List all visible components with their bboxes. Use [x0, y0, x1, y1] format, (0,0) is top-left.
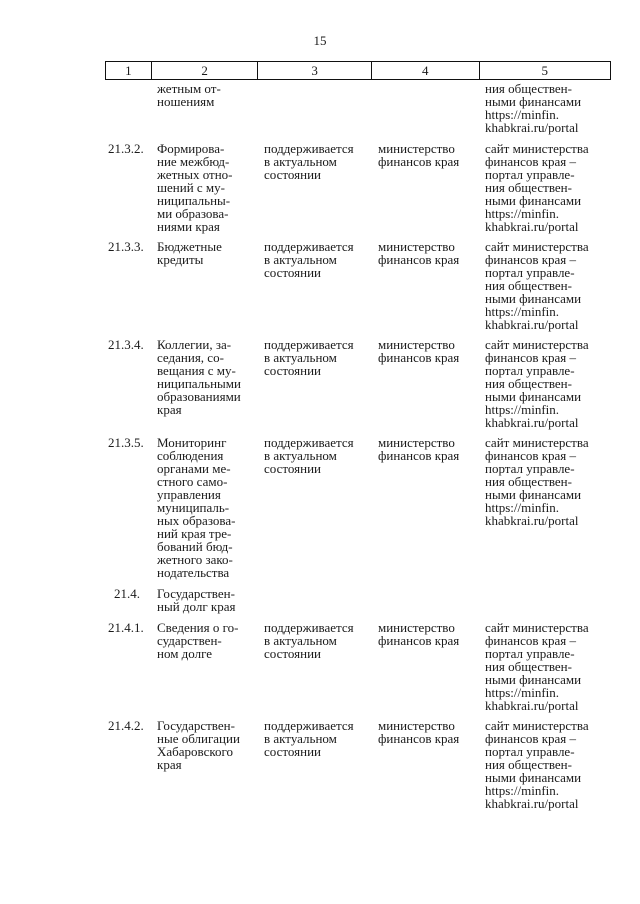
- row-responsible: министерство финансов края: [378, 239, 460, 267]
- row-name: Мониторинг соблюдения органами ме- стного само- управления муниципаль- ных образова- ний края тре- бований бюд- жетного зако- нодательства: [157, 435, 236, 580]
- row-status: поддерживается в актуальном состоянии: [264, 718, 354, 759]
- table-header-row: [105, 61, 611, 80]
- row-name: Формирова- ние межбюд- жетных отно- шений с му- ниципальны- ми образова- ниями края: [157, 141, 233, 234]
- header-col-2: 2: [152, 62, 259, 79]
- row-number: 21.3.5.: [108, 435, 144, 450]
- row-name: Государствен- ный долг края: [157, 586, 236, 614]
- row-number: 21.3.4.: [108, 337, 144, 352]
- row-responsible: министерство финансов края: [378, 718, 460, 746]
- header-col-5: 5: [541, 63, 549, 78]
- row-responsible: министерство финансов края: [378, 435, 460, 463]
- row-name: Государствен- ные облигации Хабаровского края: [157, 718, 240, 772]
- row-status: поддерживается в актуальном состоянии: [264, 337, 354, 378]
- row-number: 21.3.3.: [108, 239, 144, 254]
- row-status: поддерживается в актуальном состоянии: [264, 620, 354, 661]
- row-source: сайт министерства финансов края – портал управле- ния обществен- ными финансами https://minfin. khabkrai.ru/portal: [485, 239, 589, 332]
- header-col-3: 3: [258, 62, 372, 79]
- page-number: 15: [313, 33, 327, 48]
- row-status: поддерживается в актуальном состоянии: [264, 239, 354, 280]
- row-source: сайт министерства финансов края – портал управле- ния обществен- ными финансами https://minfin. khabkrai.ru/portal: [485, 718, 589, 811]
- row-number: 21.3.2.: [108, 141, 144, 156]
- row-source: сайт министерства финансов края – портал управле- ния обществен- ными финансами https://minfin. khabkrai.ru/portal: [485, 141, 589, 234]
- row-source: сайт министерства финансов края – портал управле- ния обществен- ными финансами https://minfin. khabkrai.ru/portal: [485, 337, 589, 430]
- header-col-1: 1: [106, 62, 152, 79]
- continuation-name: жетным от- ношениям: [157, 81, 221, 109]
- row-source: сайт министерства финансов края – портал управле- ния обществен- ными финансами https://minfin. khabkrai.ru/portal: [485, 620, 589, 713]
- row-responsible: министерство финансов края: [378, 141, 460, 169]
- continuation-source: ния обществен- ными финансами https://minfin. khabkrai.ru/portal: [485, 81, 582, 135]
- row-number: 21.4.1.: [108, 620, 144, 635]
- row-responsible: министерство финансов края: [378, 337, 460, 365]
- row-number: 21.4.: [114, 586, 140, 601]
- row-name: Сведения о го- сударствен- ном долге: [157, 620, 239, 661]
- row-name: Бюджетные кредиты: [157, 239, 222, 267]
- row-number: 21.4.2.: [108, 718, 144, 733]
- row-status: поддерживается в актуальном состоянии: [264, 435, 354, 476]
- row-status: поддерживается в актуальном состоянии: [264, 141, 354, 182]
- row-name: Коллегии, за- седания, со- вещания с му- ниципальными образованиями края: [157, 337, 241, 417]
- row-responsible: министерство финансов края: [378, 620, 460, 648]
- header-col-4: 4: [372, 62, 480, 79]
- row-source: сайт министерства финансов края – портал управле- ния обществен- ными финансами https://minfin. khabkrai.ru/portal: [485, 435, 589, 528]
